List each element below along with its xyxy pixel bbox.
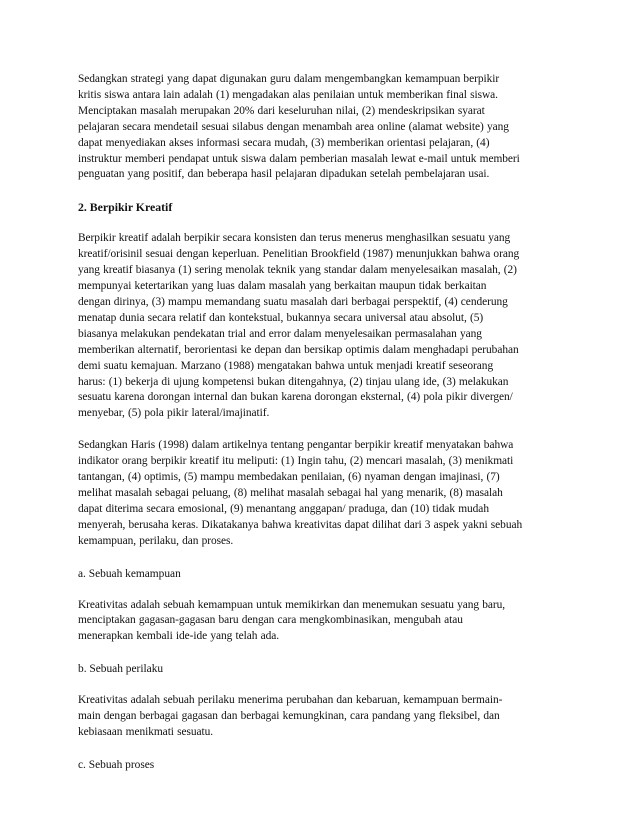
section-heading: 2. Berpikir Kreatif (78, 200, 173, 215)
text-line: menerapkan kembali ide-ide yang telah ada. (78, 630, 280, 643)
text-line: dengan dirinya, (3) mampu memandang suatu masalah dari berbagai perspektif, (4) cenderung (78, 295, 508, 308)
text-line: dapat menyediakan akses informasi secara mudah, (3) memberikan orientasi pelajaran, (4) (78, 136, 490, 149)
paragraph-behavior (78, 693, 568, 741)
text-line: kreatif/orisinil sesuai dengan keperluan. Penelitian Brookfield (1987) menunjukkan bahwa orang (78, 248, 520, 261)
text-line: demi suatu kemajuan. Marzano (1988) mengatakan bahwa untuk menjadi kreatif seseorang (78, 359, 494, 372)
paragraph-ability (78, 598, 568, 646)
text-line: kritis siswa antara lain adalah (1) mengadakan alas penilaian untuk memberikan final siswa. (78, 88, 498, 101)
text-line: kemampuan, perilaku, dan proses. (78, 534, 234, 547)
text-line: memberikan alternatif, berorientasi ke depan dan bersikap optimis dalam menghadapi perubahan (78, 343, 519, 356)
text-line: melihat masalah sebagai peluang, (8) melihat masalah sebagai hal yang menarik, (8) masalah (78, 486, 503, 499)
text-line: Berpikir kreatif adalah berpikir secara konsisten dan terus menerus menghasilkan sesuatu yang (78, 232, 511, 245)
text-line: Sedangkan Haris (1998) dalam artikelnya tentang pengantar berpikir kreatif menyatakan bahwa (78, 439, 514, 452)
text-line: main dengan berbagai gagasan dan berbagai kemungkinan, cara pandang yang fleksibel, dan (78, 710, 500, 723)
text-line: menyebar, (5) pola pikir lateral/imajinatif. (78, 407, 270, 420)
subheading-ability: a. Sebuah kemampuan (78, 567, 181, 580)
text-line: menyerah, berusaha keras. Dikatakanya bahwa kreativitas dapat dilihat dari 3 aspek yakni sebuah (78, 518, 523, 531)
text-line: harus: (1) bekerja di ujung kompetensi bukan ditengahnya, (2) tinjau ulang ide, (3) melakukan (78, 375, 509, 388)
paragraph-critical-thinking-strategies (78, 72, 568, 183)
text-line: pelajaran secara mendetail sesuai silabus dengan menambah area online (alamat website) yang (78, 120, 509, 133)
text-line: indikator orang berpikir kreatif itu meliputi: (1) Ingin tahu, (2) mencari masalah, (3) menikmati (78, 455, 514, 468)
text-line: instruktur memberi pendapat untuk siswa dalam pemberian masalah lewat e-mail untuk memberi (78, 152, 520, 165)
text-line: yang kreatif biasanya (1) sering menolak teknik yang standar dalam menyelesaikan masalah, (2) (78, 264, 517, 277)
subheading-process: c. Sebuah proses (78, 759, 155, 771)
text-line: menciptakan gagasan-gagasan baru dengan cara mengkombinasikan, mengubah atau (78, 614, 463, 627)
text-line: Kreativitas adalah sebuah kemampuan untuk memikirkan dan menemukan sesuatu yang baru, (78, 598, 506, 611)
text-line: penguatan yang positif, dan beberapa hasil pelajaran dipadukan setelah pembelajaran usai. (78, 168, 490, 181)
text-line: mempunyai ketertarikan yang luas dalam masalah yang berkaitan maupun tidak berkaitan (78, 280, 487, 293)
subheading-behavior: b. Sebuah perilaku (78, 663, 164, 676)
text-line: Menciptakan masalah merupakan 20% dari keseluruhan nilai, (2) mendeskripsikan syarat (78, 104, 485, 117)
text-line: Kreativitas adalah sebuah perilaku menerima perubahan dan kebaruan, kemampuan bermain- (78, 694, 503, 707)
text-line: kebiasaan menikmati sesuatu. (78, 726, 214, 739)
paragraph-haris-indicators (78, 438, 568, 549)
document-page (78, 72, 568, 773)
text-line: menatap dunia secara relatif dan kontekstual, bukannya secara universal atau absolut, (5) (78, 311, 484, 324)
text-line: dapat diterima secara emosional, (9) menantang anggapan/ praduga, dan (10) tidak mudah (78, 502, 489, 515)
text-line: Sedangkan strategi yang dapat digunakan guru dalam mengembangkan kemampuan berpikir (78, 73, 500, 85)
text-line: sesuatu karena dorongan internal dan bukan karena dorongan eksternal, (4) pola pikir divergen/ (78, 391, 513, 404)
text-line: tantangan, (4) optimis, (5) mampu membedakan penilaian, (6) nyaman dengan imajinasi, (7) (78, 471, 500, 484)
text-line: biasanya melakukan pendekatan trial and error dalam menyelesaikan permasalahan yang (78, 327, 482, 340)
paragraph-creative-thinking-definition (78, 231, 568, 422)
